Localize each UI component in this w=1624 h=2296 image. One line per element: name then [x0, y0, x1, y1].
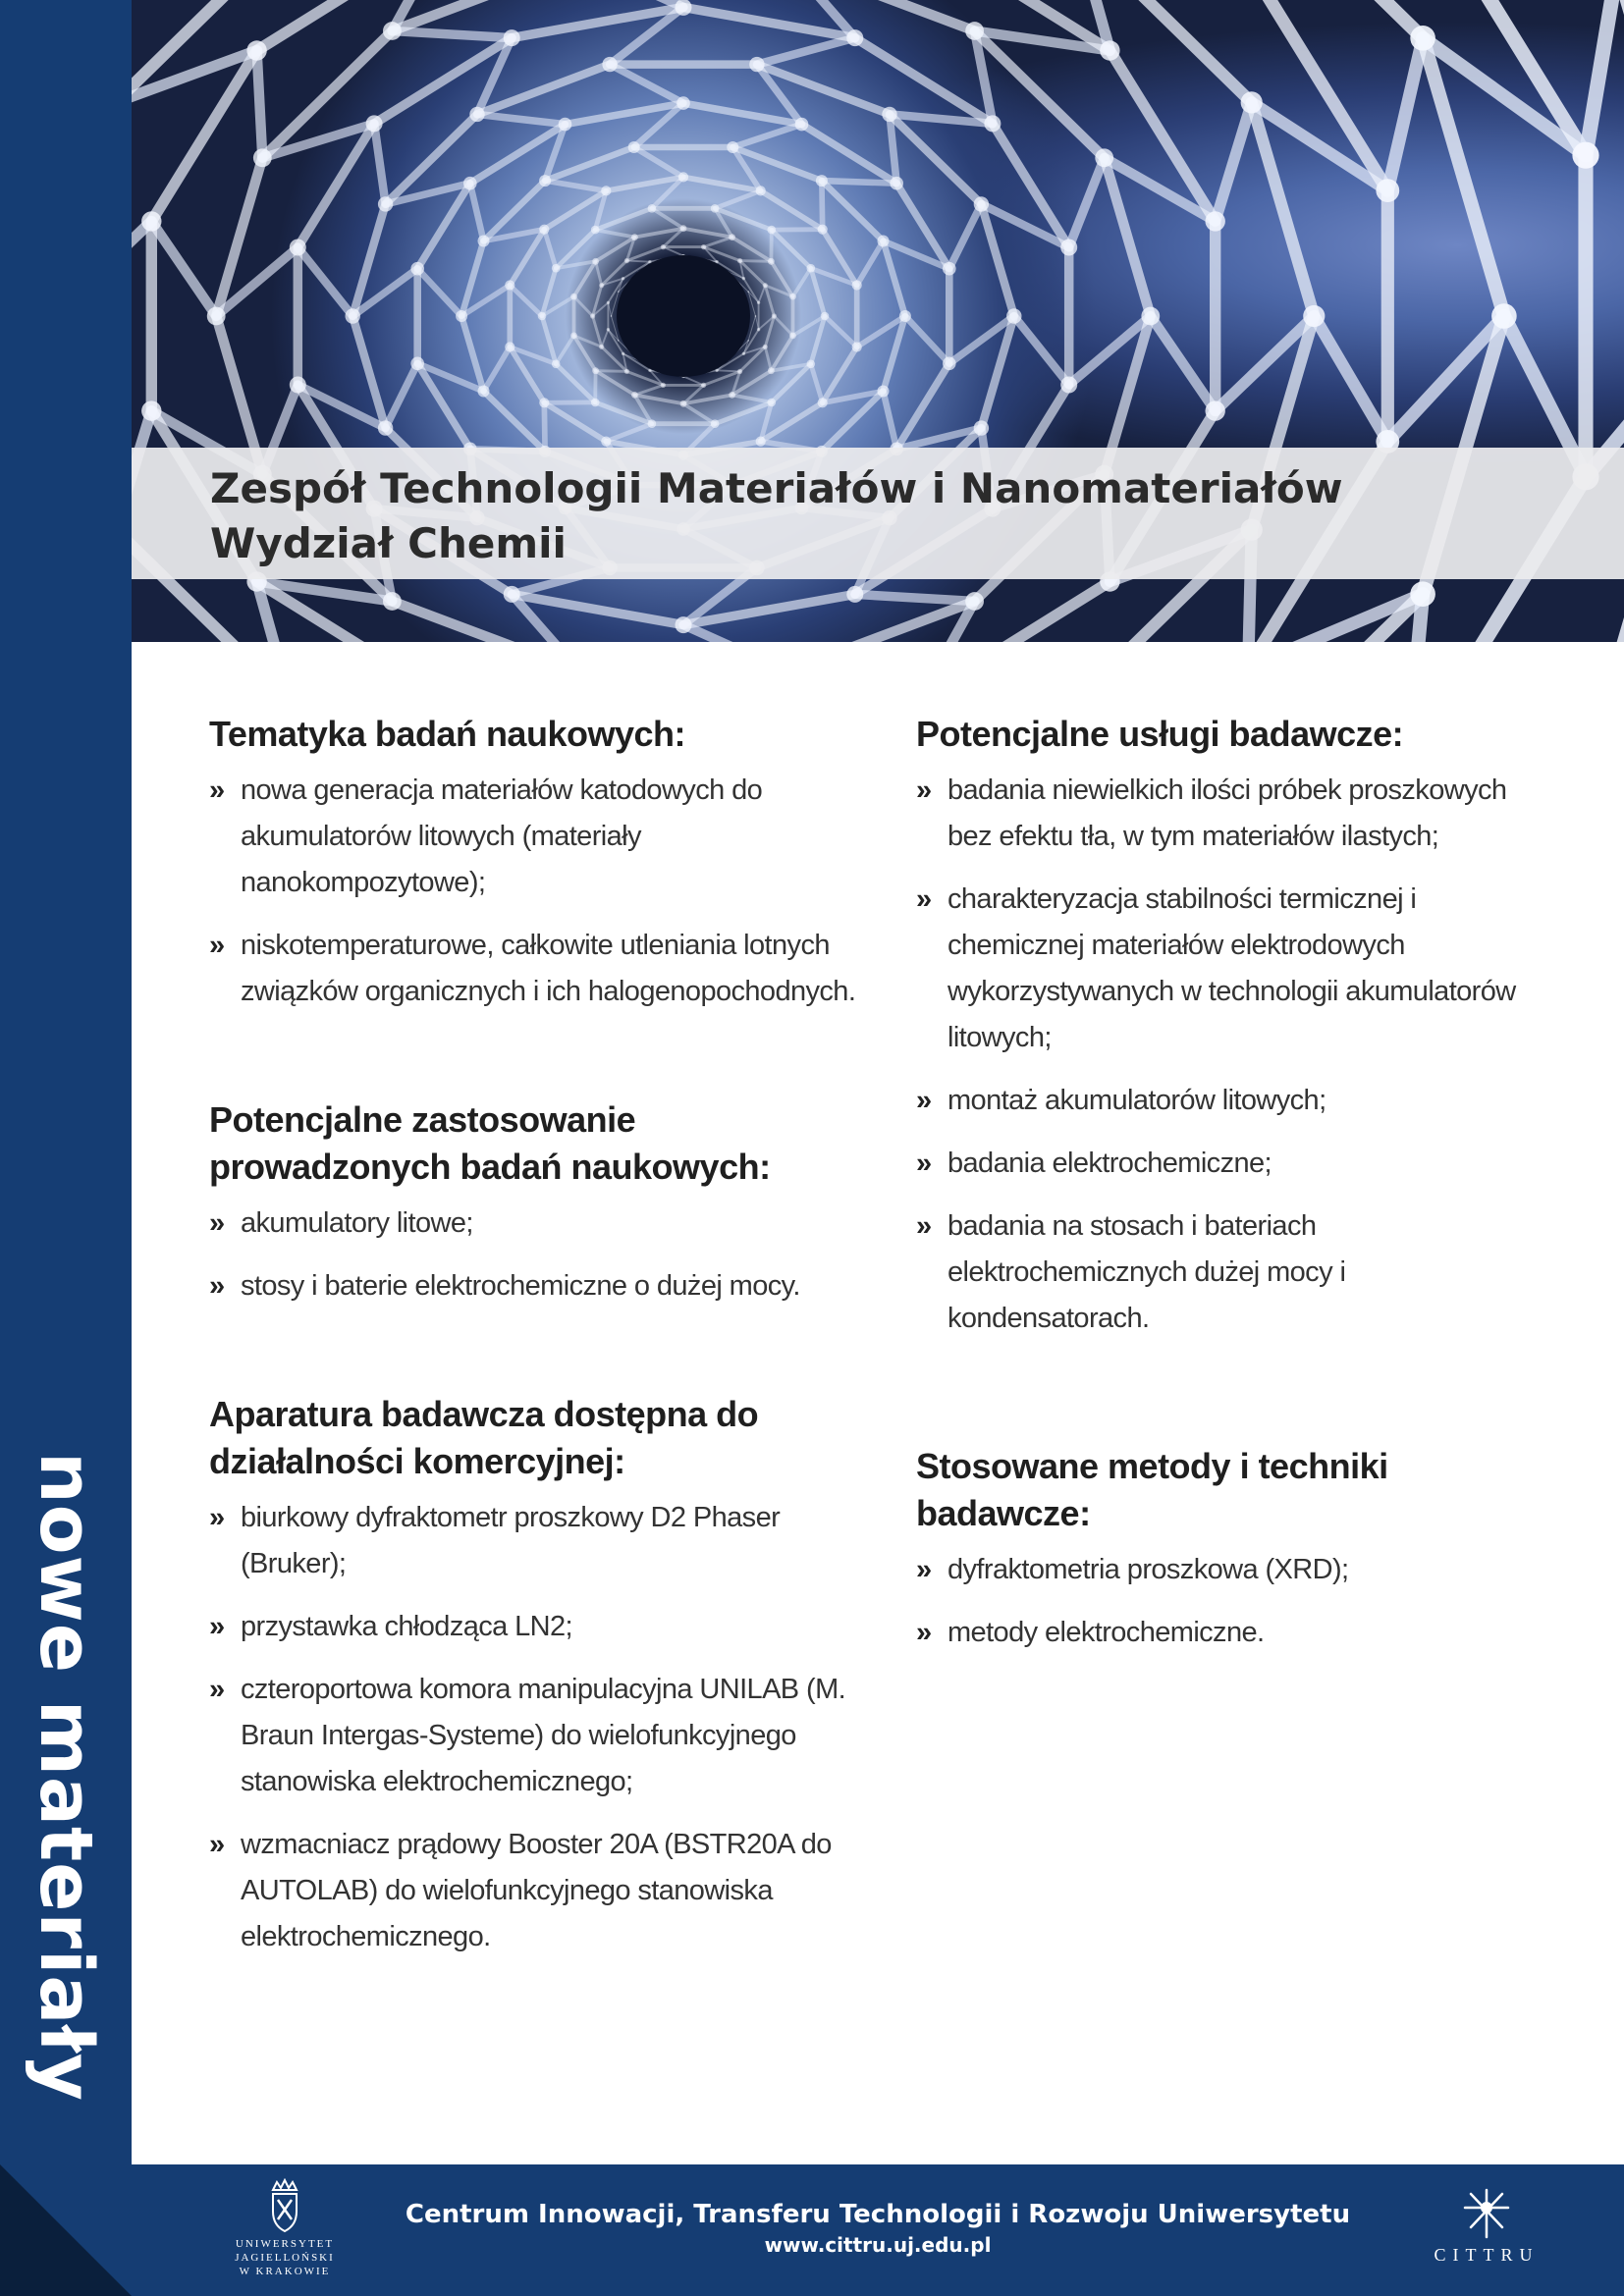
bullet-glyph: » [916, 1148, 932, 1179]
bullet-glyph: » [209, 1502, 225, 1533]
section-research-services [916, 711, 1544, 1342]
side-band-corner [0, 2164, 132, 2296]
section-potential-applications [209, 1096, 877, 1309]
list-item [209, 768, 877, 906]
list-item [916, 1547, 1544, 1593]
cittru-logo [1408, 2184, 1565, 2282]
bullet-glyph: » [916, 774, 932, 806]
bullet-glyph: » [916, 1210, 932, 1242]
side-title [22, 1452, 110, 2102]
bullet-list [916, 1547, 1544, 1656]
list-item-text: stosy i baterie elektrochemiczne o dużej mocy. [241, 1270, 800, 1302]
list-item-text: niskotemperaturowe, całkowite utleniania lotnych związków organicznych i ich halogenopochodnych. [241, 930, 856, 1007]
uj-name-line-1: UNIWERSYTET JAGIELLOŃSKI [235, 2238, 335, 2264]
list-item-text: badania niewielkich ilości próbek proszkowych bez efektu tła, w tym materiałów ilastych; [947, 774, 1507, 852]
list-item [209, 1495, 877, 1587]
list-item-text: metody elektrochemiczne. [947, 1617, 1265, 1648]
uj-name-line-2: W KRAKOWIE [239, 2266, 331, 2277]
hero-title-line-2: Wydział Chemii [210, 519, 567, 567]
footer-center-text [132, 2198, 1624, 2259]
list-item-text: wzmacniacz prądowy Booster 20A (BSTR20A do AUTOLAB) do wielofunkcyjnego stanowiska elektrochemicznego. [241, 1829, 832, 1952]
bullet-glyph: » [916, 1085, 932, 1116]
list-item [916, 1610, 1544, 1656]
right-column [916, 711, 1544, 1673]
list-item-text: nowa generacja materiałów katodowych do akumulatorów litowych (materiały nanokompozytowe); [241, 774, 763, 898]
left-column [209, 711, 877, 1977]
list-item [916, 1078, 1544, 1124]
list-item-text: przystawka chłodząca LN2; [241, 1611, 572, 1642]
bullet-list [916, 768, 1544, 1342]
list-item [209, 1822, 877, 1960]
section-heading: Stosowane metody i techniki badawcze: [916, 1446, 1388, 1533]
list-item [209, 923, 877, 1015]
section-heading: Aparatura badawcza dostępna do działalności komercyjnej: [209, 1394, 759, 1481]
list-item-text: biurkowy dyfraktometr proszkowy D2 Phaser (Bruker); [241, 1502, 781, 1579]
list-item [916, 1203, 1544, 1342]
cittru-star-icon [1457, 2184, 1516, 2243]
list-item-text: badania elektrochemiczne; [947, 1148, 1272, 1179]
list-item-text: charakteryzacja stabilności termicznej i chemicznej materiałów elektrodowych wykorzystywanych w technologii akumulatorów litowych; [947, 883, 1516, 1053]
list-item-text: dyfraktometria proszkowa (XRD); [947, 1554, 1349, 1585]
bullet-glyph: » [916, 1617, 932, 1648]
bullet-glyph: » [209, 930, 225, 961]
list-item-text: czteroportowa komora manipulacyjna UNILAB (M. Braun Intergas-Systeme) do wielofunkcyjnego stanowiska elektrochemicznego; [241, 1674, 846, 1797]
bullet-glyph: » [209, 1829, 225, 1860]
bullet-glyph: » [209, 774, 225, 806]
bullet-list [209, 1201, 877, 1309]
list-item [209, 1263, 877, 1309]
list-item-text: badania na stosach i bateriach elektrochemicznych dużej mocy i kondensatorach. [947, 1210, 1346, 1334]
list-item-text: akumulatory litowe; [241, 1207, 473, 1239]
section-equipment [209, 1391, 877, 1960]
footer [132, 2164, 1624, 2296]
hero-image [132, 0, 1624, 642]
list-item [209, 1667, 877, 1805]
list-item [209, 1604, 877, 1650]
list-item [916, 768, 1544, 860]
bullet-list [209, 768, 877, 1015]
list-item [916, 1141, 1544, 1187]
bullet-glyph: » [916, 883, 932, 915]
section-methods [916, 1443, 1544, 1656]
bullet-glyph: » [916, 1554, 932, 1585]
bullet-glyph: » [209, 1270, 225, 1302]
side-title-text: nowe materiały [24, 1452, 108, 2102]
bullet-glyph: » [209, 1207, 225, 1239]
section-research-topics [209, 711, 877, 1015]
section-heading: Tematyka badań naukowych: [209, 714, 685, 754]
section-heading: Potencjalne zastosowanie prowadzonych badań naukowych: [209, 1099, 771, 1187]
list-item [916, 877, 1544, 1061]
list-item [209, 1201, 877, 1247]
cittru-wordmark: CITTRU [1434, 2245, 1540, 2265]
section-heading: Potencjalne usługi badawcze: [916, 714, 1404, 754]
bullet-list [209, 1495, 877, 1960]
list-item-text: montaż akumulatorów litowych; [947, 1085, 1326, 1116]
footer-organization-name: Centrum Innowacji, Transferu Technologii i Rozwoju Uniwersytetu [405, 2200, 1351, 2229]
bullet-glyph: » [209, 1674, 225, 1705]
hero-title-line-1: Zespół Technologii Materiałów i Nanomateriałów [210, 464, 1343, 512]
footer-url-link[interactable]: www.cittru.uj.edu.pl [764, 2233, 992, 2257]
bullet-glyph: » [209, 1611, 225, 1642]
hero-title [210, 461, 1343, 571]
